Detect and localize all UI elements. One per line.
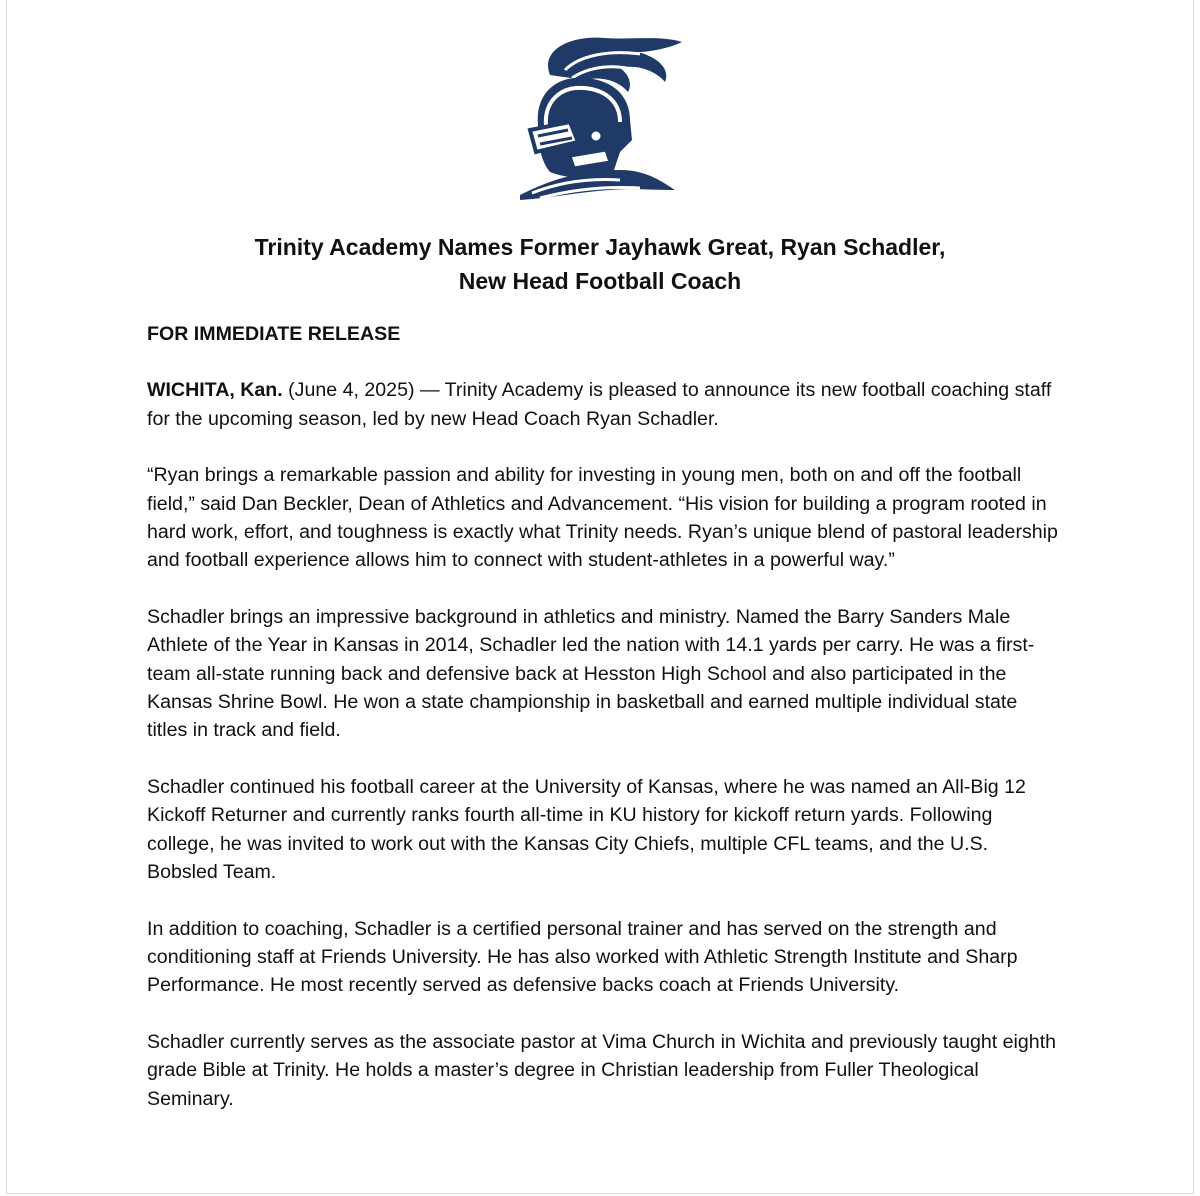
knight-helmet-logo [510,30,690,205]
knight-helmet-icon [510,30,690,205]
dateline-paragraph [147,376,1062,433]
press-release-body [147,320,1062,1141]
quote-paragraph: “Ryan brings a remarkable passion and ability for investing in young men, both on and off the football field,” said Dan Beckler, Dean of Athletics and Advancement. “His vision for building a program rooted in hard work, effort, and toughness is exactly what Trinity needs. Ryan’s unique blend of pastoral leadership and football experience allows him to connect with student-athletes in a powerful way.” [147,464,1058,572]
dateline-text: (June 4, 2025) — Trinity Academy is pleased to announce its new football coaching staff for the upcoming season, led by new Head Coach Ryan Schadler. [147,379,1052,430]
headline-line-1: Trinity Academy Names Former Jayhawk Great, Ryan Schadler, [254,234,946,260]
coaching-experience-paragraph: In addition to coaching, Schadler is a certified personal trainer and has served on the strength and conditioning staff at Friends University. He has also worked with Athletic Strength Institute and Sharp Performance. He most recently served as defensive backs coach at Friends University. [147,917,1018,997]
headline-line-2: New Head Football Coach [458,268,742,294]
dateline-place: WICHITA, Kan. [147,379,283,402]
headline [0,230,1200,298]
college-career-paragraph: Schadler continued his football career at the University of Kansas, where he was named an All-Big 12 Kickoff Returner and currently ranks fourth all-time in KU history for kickoff return yards. Following college, he was invited to work out with the Kansas City Chiefs, multiple CFL teams, and the U.S. Bobsled Team. [147,775,1026,884]
ministry-paragraph: Schadler currently serves as the associate pastor at Vima Church in Wichita and previously taught eighth grade Bible at Trinity. He holds a master’s degree in Christian leadership from Fuller Theological Seminary. [147,1030,1057,1110]
release-label: FOR IMMEDIATE RELEASE [147,323,401,345]
background-paragraph: Schadler brings an impressive background in athletics and ministry. Named the Barry Sanders Male Athlete of the Year in Kansas in 2014, Schadler led the nation with 14.1 yards per carry. He was a first-team all-state running back and defensive back at Hesston High School and also participated in the Kansas Shrine Bowl. He won a state championship in basketball and earned multiple individual state titles in track and field. [147,605,1035,742]
